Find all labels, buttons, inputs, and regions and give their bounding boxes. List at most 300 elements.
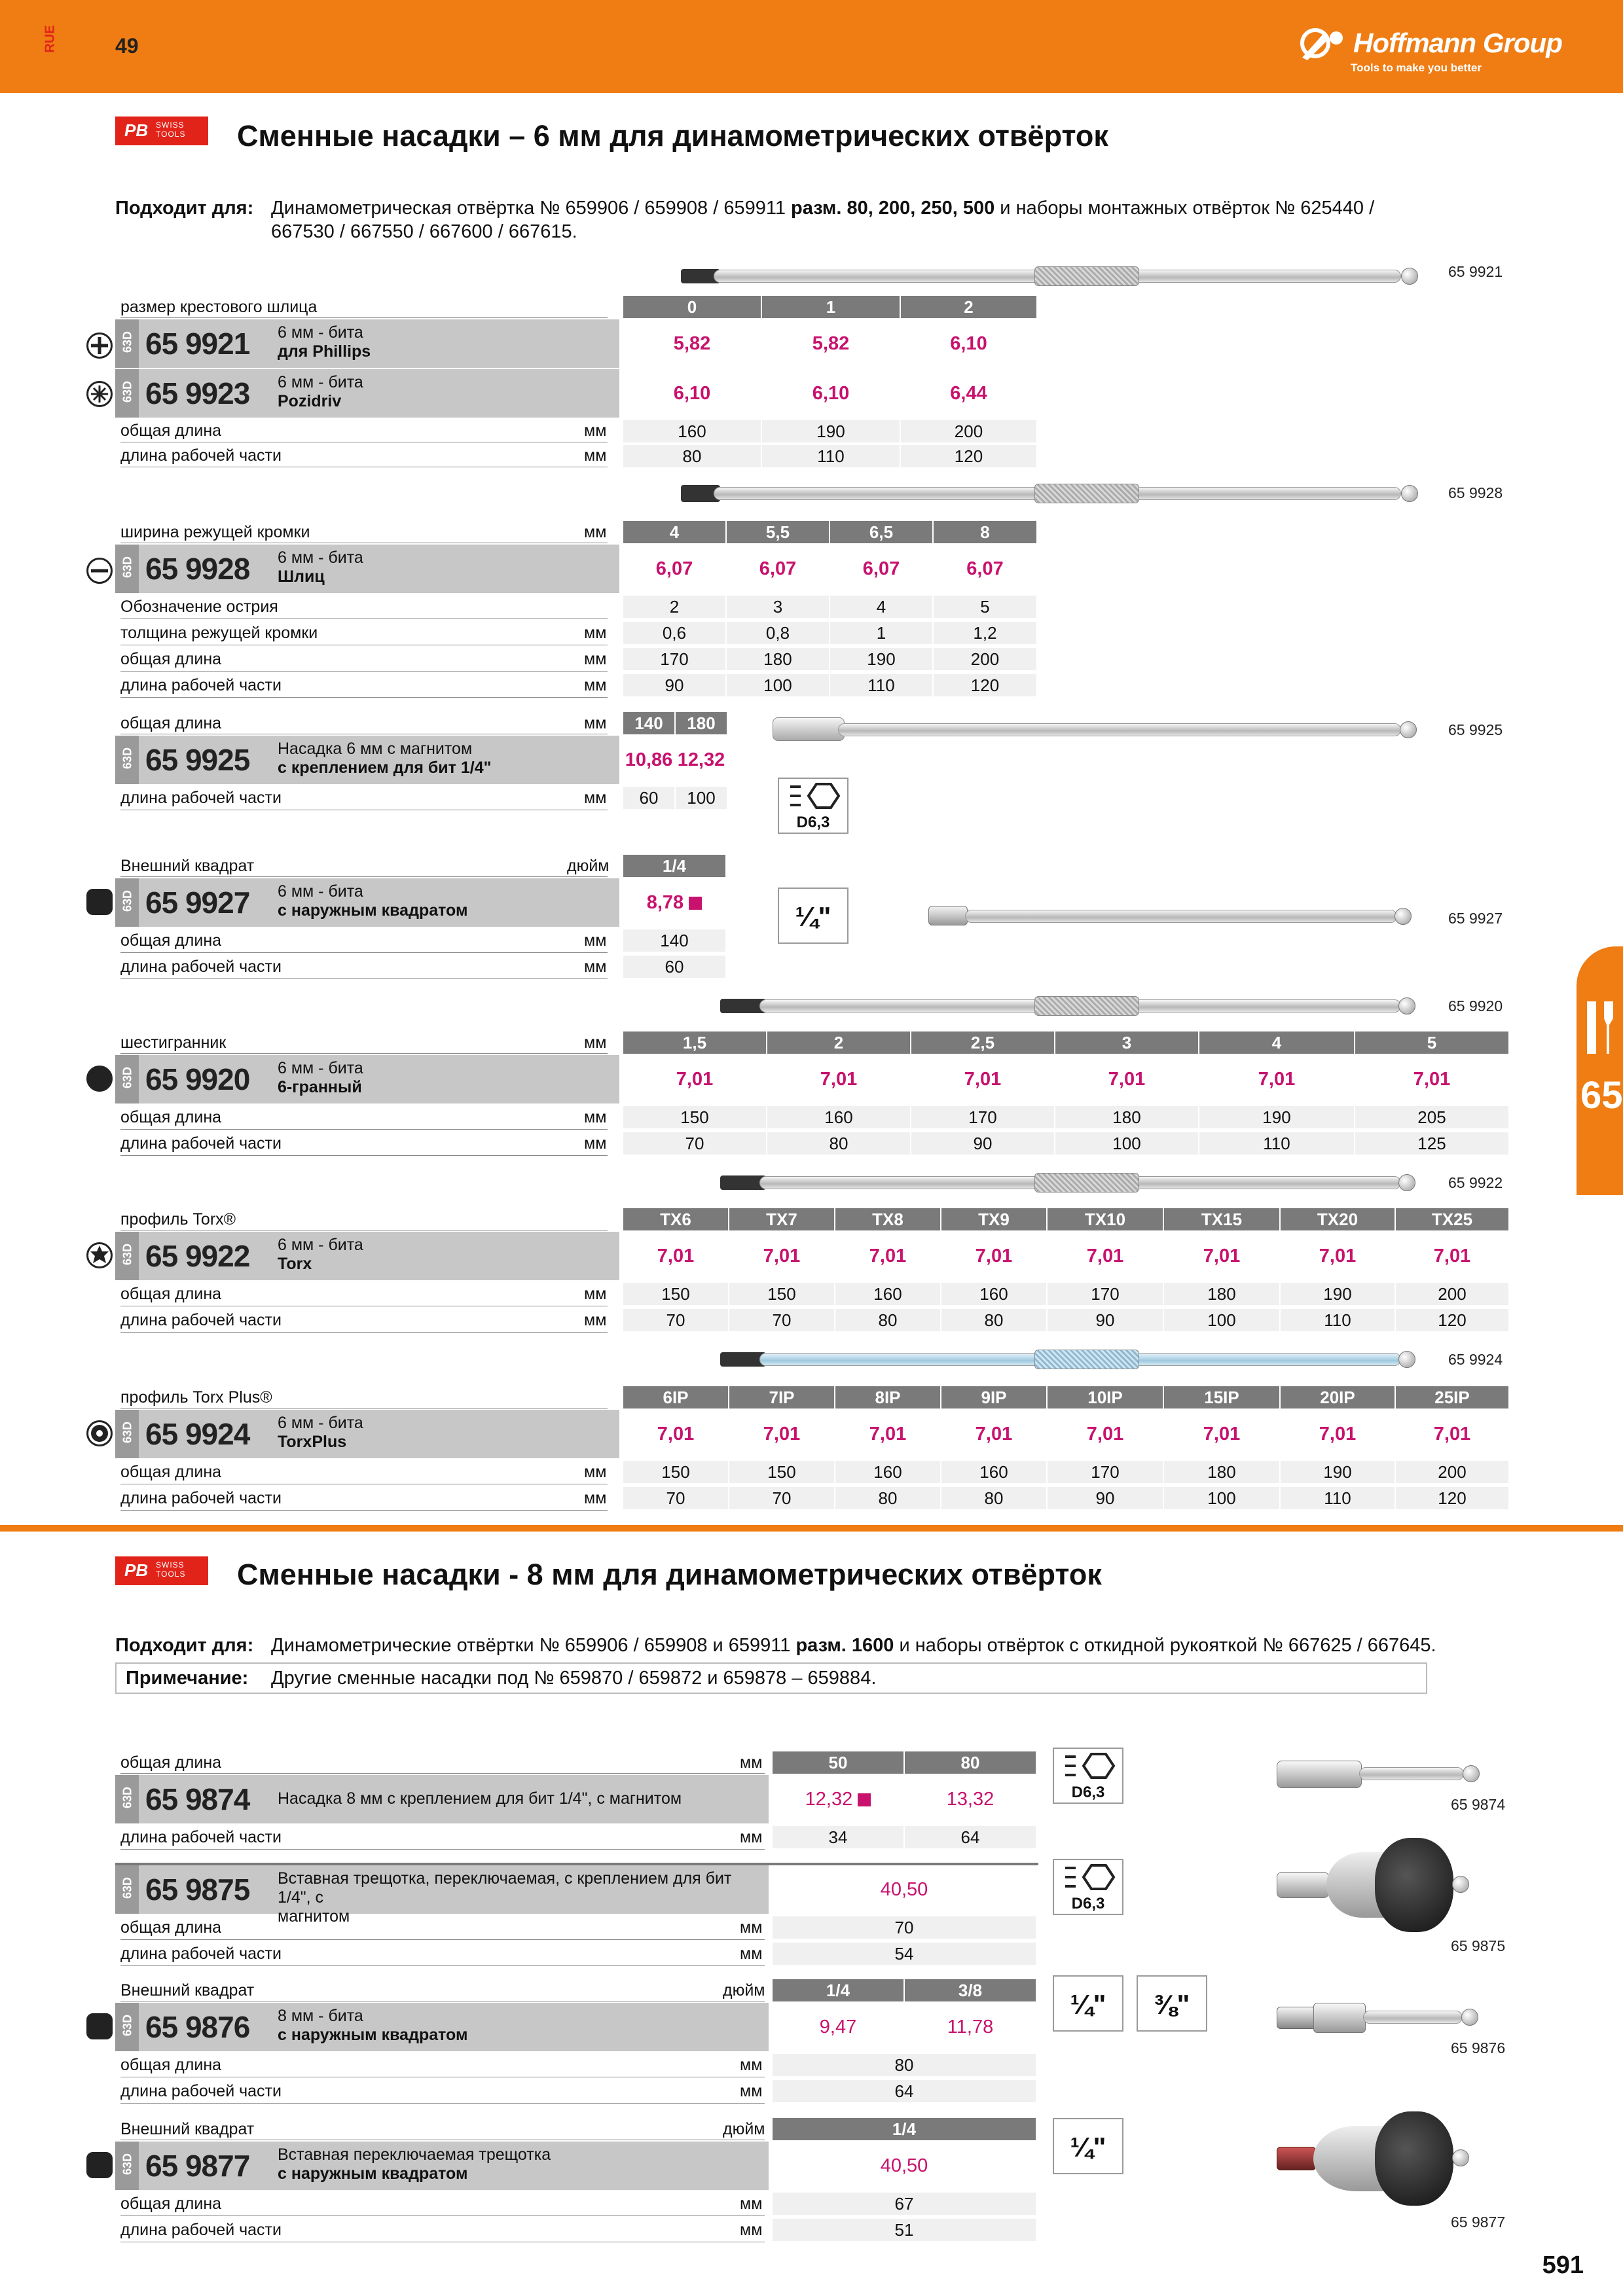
fit-label: Подходит для:: [115, 1635, 254, 1656]
spec-label: общая длина: [120, 2053, 765, 2077]
price: 7,01: [1355, 1055, 1508, 1103]
product-row-659875[interactable]: 63D 65 9875 Вставная трещотка, переключаемая, с креплением для бит 1/4", с магнитом: [115, 1865, 769, 1914]
spec-label: общая длина: [120, 1460, 608, 1484]
hex-socket-symbol: D6,3: [1053, 1859, 1123, 1915]
price: 12,32: [676, 736, 727, 784]
spec-value: 110: [830, 674, 932, 696]
table-659876: [115, 1979, 1038, 2104]
col-header: 80: [905, 1751, 1036, 1774]
unit: мм: [584, 1108, 607, 1126]
spec-value: 110: [1199, 1132, 1354, 1155]
price: 7,01: [729, 1410, 834, 1458]
unit: мм: [740, 2195, 763, 2213]
col-header: 8IP: [835, 1386, 940, 1408]
spec-value: 110: [762, 445, 900, 467]
square-drive-icon: [86, 2152, 113, 2178]
spec-value: 70: [729, 1309, 834, 1331]
spec-value: 170: [1048, 1283, 1163, 1305]
col-header: 15IP: [1164, 1386, 1279, 1408]
spec-value: 200: [1396, 1461, 1508, 1483]
image-label: 65 9877: [1451, 2214, 1506, 2231]
image-label: 65 9874: [1451, 1796, 1506, 1813]
spec-label: длина рабочей части: [120, 1825, 765, 1850]
spec-label: общая длина: [120, 419, 608, 442]
col-header: TX7: [729, 1208, 834, 1230]
col-header: 10IP: [1048, 1386, 1163, 1408]
article-number: 65 9877: [145, 2149, 250, 2183]
note-box: Примечание: Другие сменные насадки под № 659870 / 659872 и 659878 – 659884.: [115, 1662, 1427, 1694]
row-header-label: ширина режущей кромки: [120, 521, 608, 543]
unit: дюйм: [723, 1981, 765, 2000]
unit: мм: [584, 958, 607, 976]
spec-value: 100: [1055, 1132, 1198, 1155]
col-header: 2: [901, 296, 1036, 318]
product-row-659928[interactable]: 63D 65 9928 6 мм - бита Шлиц: [115, 545, 619, 593]
spec-value: 150: [623, 1283, 728, 1305]
col-header: 20IP: [1281, 1386, 1395, 1408]
spec-value: 34: [773, 1826, 903, 1848]
row-header-label: шестигранник: [120, 1031, 608, 1054]
spec-label: длина рабочей части: [120, 785, 608, 810]
spec-label: длина рабочей части: [120, 444, 608, 467]
col-header: 50: [773, 1751, 903, 1774]
section-number: 49: [115, 34, 139, 58]
price: 9,47: [773, 2003, 903, 2051]
spec-value: 70: [623, 1132, 766, 1155]
spec-value: 120: [1396, 1309, 1508, 1331]
spec-label: длина рабочей части: [120, 2079, 765, 2104]
table-slotted: [115, 521, 1036, 694]
page-header: [0, 0, 1623, 93]
table-socket: [115, 712, 770, 810]
price: 7,01: [623, 1232, 728, 1280]
article-number: 65 9920: [145, 1062, 250, 1096]
unit: мм: [740, 2082, 763, 2100]
col-header: 5: [1355, 1031, 1508, 1054]
col-header: 7IP: [729, 1386, 834, 1408]
price: 12,32: [773, 1775, 903, 1823]
spec-value: 80: [835, 1487, 940, 1509]
spec-value: 4: [830, 596, 932, 618]
col-header: 6IP: [623, 1386, 728, 1408]
price: 7,01: [835, 1410, 940, 1458]
unit: мм: [584, 650, 607, 668]
spec-value: 60: [623, 787, 674, 809]
spec-label: общая длина: [120, 647, 608, 672]
article-number: 65 9927: [145, 886, 250, 920]
price: 6,10: [623, 369, 761, 418]
unit: мм: [584, 676, 607, 694]
spec-value: 180: [727, 648, 829, 670]
spec-value: 140: [623, 929, 725, 952]
section-title: Сменные насадки - 8 мм для динамометрических отвёрток: [237, 1558, 1102, 1591]
hex-icon: [86, 1066, 113, 1092]
spec-value: 110: [1281, 1487, 1395, 1509]
spec-label: толщина режущей кромки: [120, 620, 608, 645]
product-image-659875: [1277, 1833, 1486, 1937]
col-header: 180: [676, 712, 727, 734]
row-header-label: Внешний квадрат: [120, 1979, 765, 2001]
spec-value: 90: [1048, 1309, 1163, 1331]
unit: мм: [584, 523, 607, 541]
price: 7,01: [941, 1232, 1046, 1280]
image-label: 65 9920: [1448, 997, 1503, 1014]
price: 11,78: [905, 2003, 1036, 2051]
row-header-label: размер крестового шлица: [120, 296, 608, 318]
unit: мм: [584, 1463, 607, 1481]
product-row-659925[interactable]: 63D 65 9925 Насадка 6 мм с магнитом с креплением для бит 1/4": [115, 736, 619, 784]
price: 10,86: [623, 736, 674, 784]
price: 8,78: [623, 878, 725, 927]
spec-value: 100: [1164, 1487, 1279, 1509]
product-row-659921[interactable]: 63D 65 9921 6 мм - бита для Phillips: [115, 319, 619, 368]
unit: мм: [740, 1945, 763, 1963]
brand-tagline: Tools to make you better: [1351, 62, 1482, 74]
fit-text: Динамометрические отвёртки № 659906 / 659908 и 659911 разм. 1600 и наборы отвёрток с откидной рукояткой № 667625 / 667645.: [271, 1635, 1436, 1656]
col-header: 2,5: [911, 1031, 1054, 1054]
price: 7,01: [767, 1055, 910, 1103]
table-659874: [115, 1751, 1038, 1850]
article-number: 65 9876: [145, 2010, 250, 2044]
col-header: 6,5: [830, 521, 932, 543]
col-header: TX20: [1281, 1208, 1395, 1230]
article-number: 65 9925: [145, 743, 250, 777]
spec-value: 160: [941, 1461, 1046, 1483]
spec-value: 120: [901, 445, 1036, 467]
spec-value: 70: [623, 1309, 728, 1331]
row-header-label: профиль Torx®: [120, 1208, 608, 1230]
article-number: 65 9924: [145, 1417, 250, 1451]
new-marker-icon: [858, 1793, 871, 1806]
image-label: 65 9876: [1451, 2039, 1506, 2056]
row-header-label: общая длина: [120, 1751, 765, 1774]
unit: мм: [584, 789, 607, 807]
spec-value: 160: [623, 420, 761, 442]
spec-value: 51: [773, 2219, 1036, 2241]
table-659877: [115, 2118, 1038, 2242]
spec-value: 70: [773, 1916, 1036, 1939]
col-header: TX15: [1164, 1208, 1279, 1230]
product-image-659924: [720, 1348, 1421, 1371]
price: 7,01: [623, 1410, 728, 1458]
product-row-659922[interactable]: 63D 65 9922 6 мм - бита Torx: [115, 1232, 619, 1280]
article-number: 65 9928: [145, 552, 250, 586]
col-header: 0: [623, 296, 761, 318]
col-header: 1/4: [773, 2118, 1036, 2140]
unit: мм: [740, 2056, 763, 2074]
price: 7,01: [835, 1232, 940, 1280]
spec-value: 70: [623, 1487, 728, 1509]
col-header: 25IP: [1396, 1386, 1508, 1408]
spec-value: 80: [773, 2054, 1036, 2076]
article-number: 65 9875: [145, 1873, 250, 1907]
price: 6,44: [901, 369, 1036, 418]
spec-label: общая длина: [120, 1915, 765, 1940]
price: 7,01: [1281, 1232, 1395, 1280]
col-header: TX9: [941, 1208, 1046, 1230]
price: 6,07: [623, 545, 725, 593]
col-header: 4: [623, 521, 725, 543]
spec-value: 80: [941, 1309, 1046, 1331]
row-header-label: Внешний квадрат: [120, 855, 608, 877]
spec-label: длина рабочей части: [120, 1941, 765, 1966]
col-header: 140: [623, 712, 674, 734]
price: 6,07: [934, 545, 1036, 593]
col-header: 1,5: [623, 1031, 766, 1054]
price: 7,01: [1164, 1410, 1279, 1458]
unit: мм: [584, 1285, 607, 1303]
hex-socket-symbol: D6,3: [778, 778, 848, 834]
price: 7,01: [1396, 1232, 1508, 1280]
image-label: 65 9875: [1451, 1937, 1506, 1954]
price: 7,01: [941, 1410, 1046, 1458]
col-header: 1/4: [623, 855, 725, 877]
row-header-label: общая длина: [120, 712, 608, 734]
product-row-659920[interactable]: 63D 65 9920 6 мм - бита 6-гранный: [115, 1055, 619, 1103]
hoffmann-logo-icon: [1297, 27, 1349, 62]
unit: мм: [584, 624, 607, 642]
col-header: 3: [1055, 1031, 1198, 1054]
spec-value: 190: [830, 648, 932, 670]
col-header: 4: [1199, 1031, 1354, 1054]
spec-label: длина рабочей части: [120, 673, 608, 698]
pozidriv-icon: [86, 381, 113, 407]
spec-label: длина рабочей части: [120, 1308, 608, 1333]
price: 6,10: [762, 369, 900, 418]
quarter-inch-symbol: ¼": [1053, 1975, 1123, 2032]
page-number: 591: [1542, 2251, 1584, 2279]
col-header: 9IP: [941, 1386, 1046, 1408]
spec-value: 180: [1164, 1283, 1279, 1305]
spec-label: общая длина: [120, 2191, 765, 2216]
slotted-icon: [86, 558, 113, 584]
new-marker-icon: [689, 897, 702, 910]
price: 7,01: [1164, 1232, 1279, 1280]
price: 7,01: [1055, 1055, 1198, 1103]
product-image-659927: [928, 903, 1419, 929]
product-image-659877: [1277, 2106, 1486, 2211]
col-header: TX8: [835, 1208, 940, 1230]
col-header: 3/8: [905, 1979, 1036, 2001]
unit: мм: [584, 446, 607, 465]
unit: мм: [584, 714, 607, 732]
spec-value: 120: [1396, 1487, 1508, 1509]
hoffmann-logo: [1297, 27, 1572, 80]
fit-label: Подходит для:: [115, 198, 254, 219]
square-drive-icon: [86, 889, 113, 915]
col-header: TX6: [623, 1208, 728, 1230]
spec-value: 170: [911, 1106, 1054, 1128]
language-code: RUE: [43, 25, 58, 53]
spec-label: Обозначение острия: [120, 594, 608, 619]
spec-value: 150: [729, 1283, 834, 1305]
spec-value: 90: [1048, 1487, 1163, 1509]
brand-name: Hoffmann Group: [1353, 27, 1562, 58]
spec-value: 70: [729, 1487, 834, 1509]
price: 7,01: [1396, 1410, 1508, 1458]
spec-value: 200: [934, 648, 1036, 670]
product-image-659874: [1277, 1759, 1486, 1792]
table-torxplus: [115, 1386, 1508, 1511]
spec-value: 80: [835, 1309, 940, 1331]
col-header: 5,5: [727, 521, 829, 543]
quarter-inch-symbol: ¼": [778, 888, 848, 944]
product-image-659928: [681, 482, 1421, 505]
image-label: 65 9922: [1448, 1174, 1503, 1191]
spec-value: 3: [727, 596, 829, 618]
spec-value: 160: [835, 1461, 940, 1483]
product-row-659923[interactable]: 63D 65 9923 6 мм - бита Pozidriv: [115, 369, 619, 418]
table-square: [115, 855, 770, 979]
price: 40,50: [773, 1865, 1036, 1914]
price: 7,01: [729, 1232, 834, 1280]
section-title: Сменные насадки – 6 мм для динамометрических отвёрток: [237, 119, 1108, 152]
hex-magnet-icon: [1059, 1863, 1118, 1892]
article-number: 65 9923: [145, 376, 250, 410]
chapter-tab: [1577, 946, 1623, 1195]
spec-value: 80: [767, 1132, 910, 1155]
unit: мм: [740, 2221, 763, 2239]
spec-value: 150: [623, 1461, 728, 1483]
col-header: 8: [934, 521, 1036, 543]
unit: дюйм: [567, 857, 610, 875]
fit-text: Динамометрическая отвёртка № 659906 / 659908 / 659911 разм. 80, 200, 250, 500 и наборы монтажных отвёрток № 625440 / 667530 / 667550 / 667600 / 667615.: [271, 198, 1375, 242]
spec-value: 100: [727, 674, 829, 696]
image-label: 65 9924: [1448, 1351, 1503, 1368]
unit: дюйм: [723, 2120, 765, 2138]
spec-value: 60: [623, 956, 725, 978]
product-image-659925: [773, 717, 1421, 744]
spec-value: 150: [729, 1461, 834, 1483]
spec-label: длина рабочей части: [120, 2217, 765, 2242]
col-header: 2: [767, 1031, 910, 1054]
unit: мм: [740, 1918, 763, 1937]
image-label: 65 9928: [1448, 484, 1503, 501]
spec-label: общая длина: [120, 1282, 608, 1306]
spec-value: 100: [676, 787, 727, 809]
price: 7,01: [1281, 1410, 1395, 1458]
spec-value: 120: [934, 674, 1036, 696]
product-image-659921: [681, 265, 1421, 287]
price: 5,82: [762, 319, 900, 368]
square-drive-icon: [86, 2013, 113, 2039]
col-header: TX25: [1396, 1208, 1508, 1230]
spec-value: 1,2: [934, 622, 1036, 644]
col-header: 1/4: [773, 1979, 903, 2001]
spec-value: 125: [1355, 1132, 1508, 1155]
product-row-659877[interactable]: 63D 65 9877 Вставная переключаемая трещотка с наружным квадратом: [115, 2142, 769, 2190]
image-label: 65 9921: [1448, 263, 1503, 280]
article-number: 65 9921: [145, 327, 250, 361]
spec-value: 190: [1199, 1106, 1354, 1128]
table-phillips: [115, 296, 1036, 466]
torx-icon: [86, 1242, 113, 1268]
wrench-screwdriver-icon: [1584, 999, 1618, 1058]
spec-value: 180: [1164, 1461, 1279, 1483]
unit: мм: [740, 1828, 763, 1846]
spec-label: общая длина: [120, 928, 608, 953]
spec-label: длина рабочей части: [120, 1131, 608, 1156]
spec-value: 2: [623, 596, 725, 618]
three-eighths-inch-symbol: ⅜": [1137, 1975, 1207, 2032]
pb-swiss-tools-logo: PB SWISS TOOLS: [115, 1556, 208, 1585]
product-image-659876: [1277, 2001, 1486, 2034]
spec-value: 54: [773, 1943, 1036, 1965]
article-number: 65 9874: [145, 1782, 250, 1816]
torx-plus-icon: [86, 1420, 113, 1446]
spec-label: длина рабочей части: [120, 954, 608, 979]
row-header-label: Внешний квадрат: [120, 2118, 765, 2140]
section-divider: [0, 1525, 1623, 1532]
spec-value: 64: [905, 1826, 1036, 1848]
unit: мм: [584, 1489, 607, 1507]
product-row-659927[interactable]: 63D 65 9927 6 мм - бита с наружным квадратом: [115, 878, 619, 927]
spec-value: 0,8: [727, 622, 829, 644]
spec-value: 205: [1355, 1106, 1508, 1128]
unit: мм: [584, 422, 607, 440]
spec-value: 64: [773, 2080, 1036, 2102]
product-image-659920: [720, 995, 1421, 1017]
col-header: TX10: [1048, 1208, 1163, 1230]
unit: мм: [584, 1033, 607, 1052]
hex-magnet-icon: [1059, 1751, 1118, 1780]
price: 7,01: [1199, 1055, 1354, 1103]
product-row-659874[interactable]: 63D 65 9874 Насадка 8 мм с креплением для бит 1/4", с магнитом: [115, 1775, 769, 1823]
price: 13,32: [905, 1775, 1036, 1823]
price: 7,01: [911, 1055, 1054, 1103]
spec-value: 5: [934, 596, 1036, 618]
spec-value: 180: [1055, 1106, 1198, 1128]
phillips-icon: [86, 332, 113, 359]
col-header: 1: [762, 296, 900, 318]
spec-value: 1: [830, 622, 932, 644]
table-torx: [115, 1208, 1508, 1333]
spec-value: 90: [623, 674, 725, 696]
spec-value: 110: [1281, 1309, 1395, 1331]
spec-value: 160: [941, 1283, 1046, 1305]
spec-value: 0,6: [623, 622, 725, 644]
image-label: 65 9927: [1448, 910, 1503, 927]
product-row-659876[interactable]: 63D 65 9876 8 мм - бита с наружным квадратом: [115, 2003, 769, 2051]
spec-value: 67: [773, 2193, 1036, 2215]
article-number: 65 9922: [145, 1239, 250, 1273]
product-row-659924[interactable]: 63D 65 9924 6 мм - бита TorxPlus: [115, 1410, 619, 1458]
unit: мм: [584, 1311, 607, 1329]
spec-value: 150: [623, 1106, 766, 1128]
price: 7,01: [1048, 1232, 1163, 1280]
hex-magnet-icon: [784, 781, 843, 810]
pb-swiss-tools-logo: PB SWISS TOOLS: [115, 117, 208, 145]
hex-socket-symbol: D6,3: [1053, 1748, 1123, 1804]
chapter-number: 65: [1580, 1074, 1623, 1117]
spec-value: 190: [1281, 1283, 1395, 1305]
unit: мм: [584, 931, 607, 950]
price: 6,07: [727, 545, 829, 593]
spec-value: 190: [1281, 1461, 1395, 1483]
spec-value: 80: [941, 1487, 1046, 1509]
price: 5,82: [623, 319, 761, 368]
spec-value: 200: [901, 420, 1036, 442]
spec-value: 170: [623, 648, 725, 670]
spec-value: 200: [1396, 1283, 1508, 1305]
quarter-inch-symbol: ¼": [1053, 2118, 1123, 2174]
image-label: 65 9925: [1448, 721, 1503, 738]
spec-value: 80: [623, 445, 761, 467]
spec-value: 170: [1048, 1461, 1163, 1483]
spec-label: общая длина: [120, 1105, 608, 1130]
spec-value: 160: [835, 1283, 940, 1305]
spec-value: 160: [767, 1106, 910, 1128]
